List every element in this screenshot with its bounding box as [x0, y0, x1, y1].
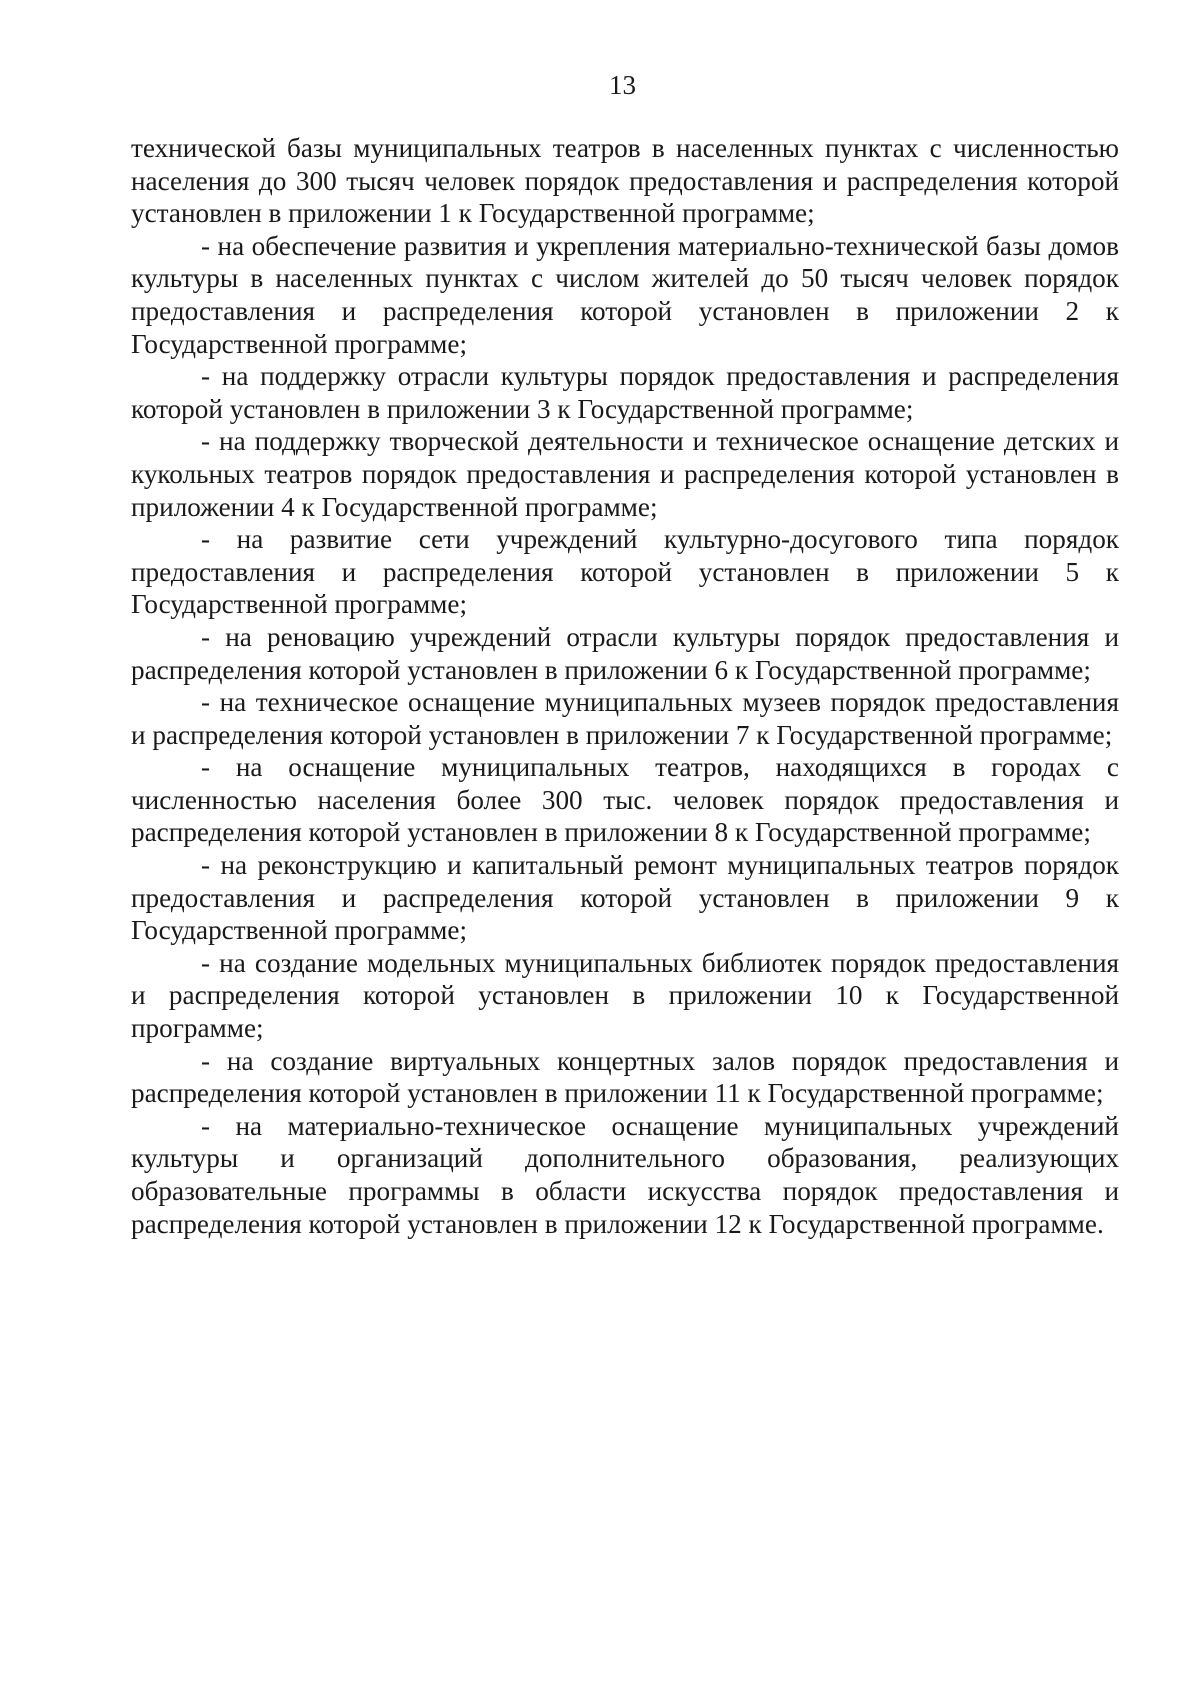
paragraph-continuation: технической базы муниципальных театров в населенных пунктах с численностью населения до 300 тысяч человек порядок предоставления и распределения которой установлен в приложении 1 к Государственной программе;: [131, 133, 1119, 229]
list-item-appendix-7: - на техническое оснащение муниципальных музеев порядок предоставления и распределения которой установлен в приложении 7 к Государственной программе;: [131, 687, 1119, 750]
list-item-appendix-4: - на поддержку творческой деятельности и техническое оснащение детских и кукольных театров порядок предоставления и распределения которой установлен в приложении 4 к Государственной программе;: [131, 426, 1119, 522]
list-item-appendix-12: - на материально-техническое оснащение муниципальных учреждений культуры и организаций дополнительного образования, реализующих образовательные программы в области искусства порядок предоставления и распределения которой установлен в приложении 12 к Государственной программе.: [131, 1110, 1119, 1239]
list-item-appendix-11: - на создание виртуальных концертных залов порядок предоставления и распределения которой установлен в приложении 11 к Государственной программе;: [131, 1045, 1119, 1109]
list-item-appendix-3: - на поддержку отрасли культуры порядок предоставления и распределения которой установлен в приложении 3 к Государственной программе;: [131, 361, 1119, 424]
list-item-appendix-10: - на создание модельных муниципальных библиотек порядок предоставления и распределения которой установлен в приложении 10 к Государственной программе;: [131, 947, 1119, 1044]
list-item-appendix-8: - на оснащение муниципальных театров, находящихся в городах с численностью населения более 300 тыс. человек порядок предоставления и распределения которой установлен в приложении 8 к Государственной программе;: [131, 752, 1119, 848]
list-item-appendix-9: - на реконструкцию и капитальный ремонт муниципальных театров порядок предоставления и распределения которой установлен в приложении 9 к Государственной программе;: [131, 850, 1119, 946]
document-body: [131, 132, 1119, 1240]
list-item-appendix-2: - на обеспечение развития и укрепления материально-технической базы домов культуры в населенных пунктах с числом жителей до 50 тысяч человек порядок предоставления и распределения которой установлен в приложении 2 к Государственной программе;: [131, 230, 1119, 359]
page-number: 13: [609, 70, 636, 100]
list-item-appendix-5: - на развитие сети учреждений культурно-досугового типа порядок предоставления и распределения которой установлен в приложении 5 к Государственной программе;: [131, 524, 1119, 620]
list-item-appendix-6: - на реновацию учреждений отрасли культуры порядок предоставления и распределения которой установлен в приложении 6 к Государственной программе;: [131, 621, 1119, 685]
